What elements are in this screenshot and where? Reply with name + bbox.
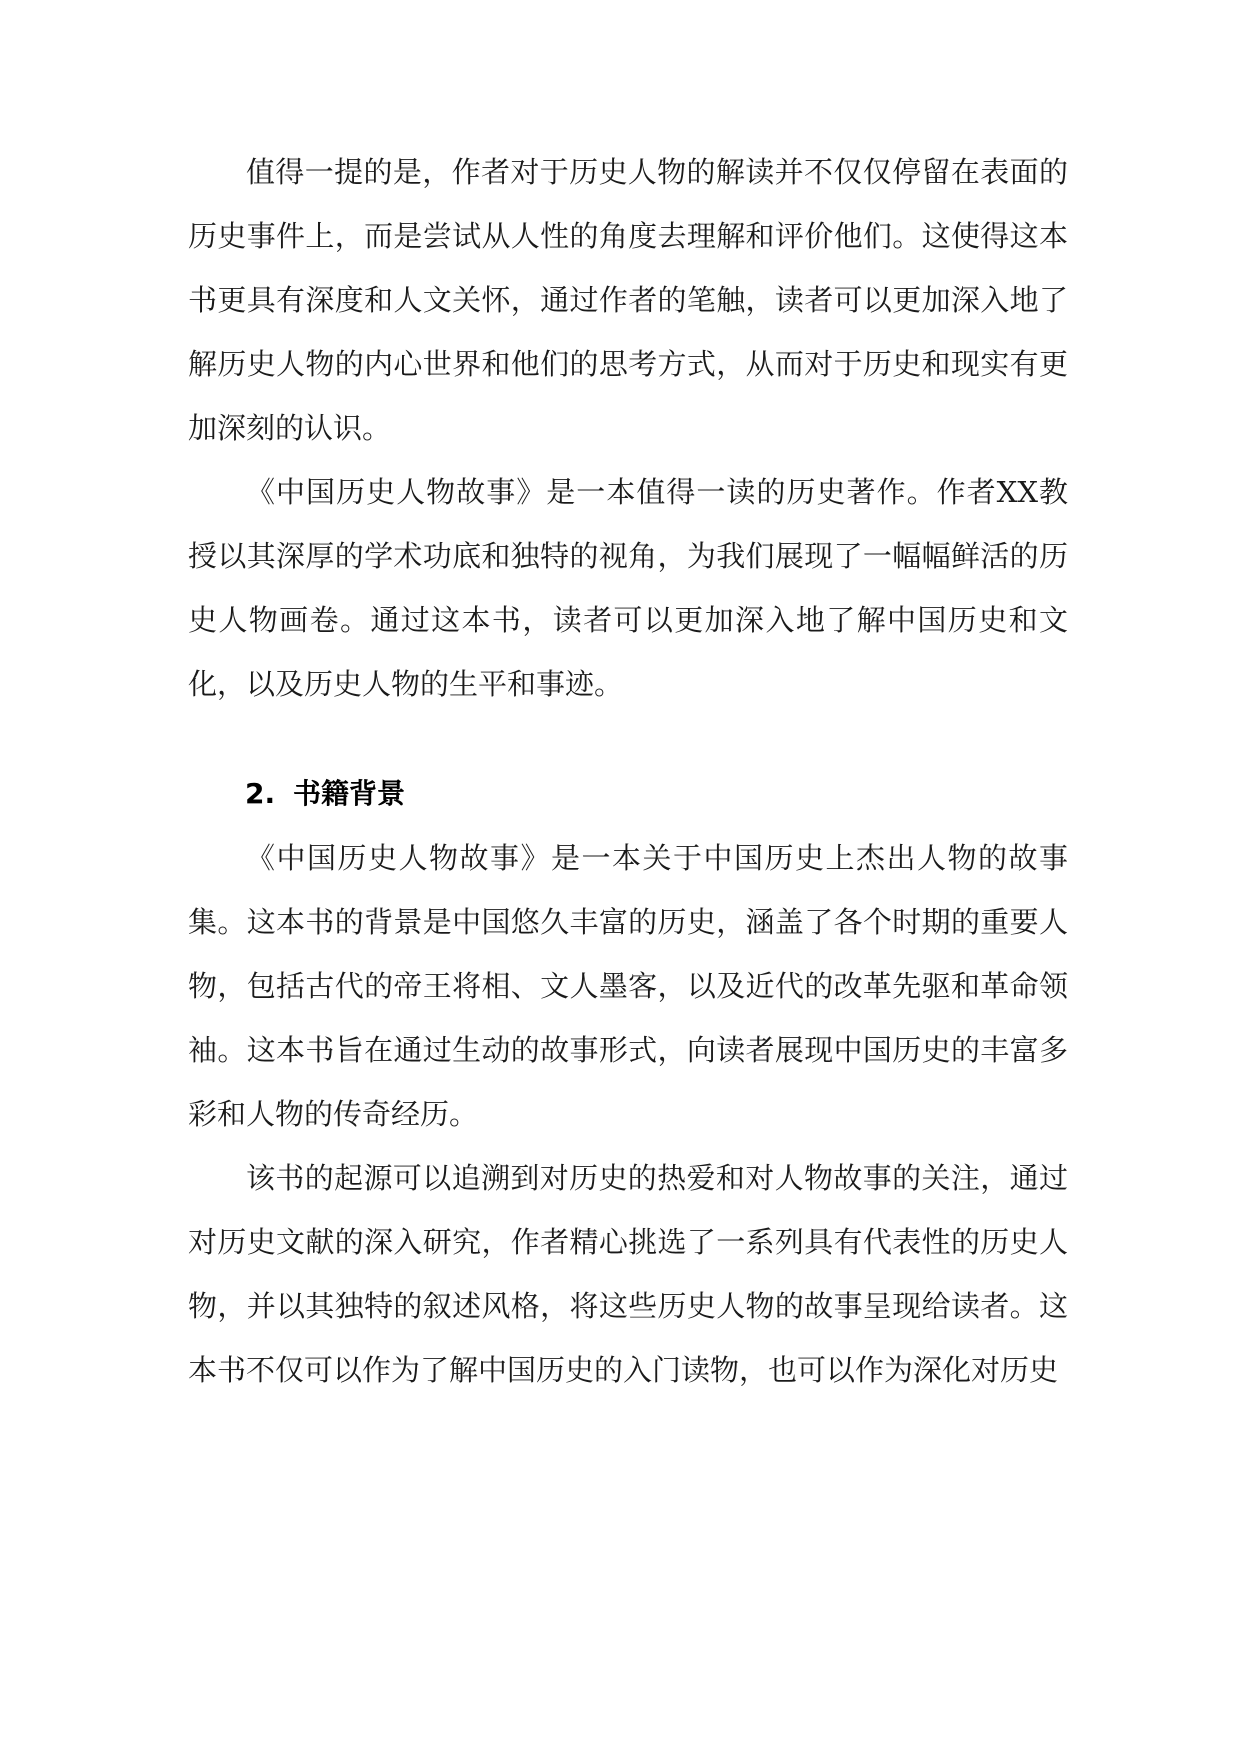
paragraph-author-interpretation: 值得一提的是，作者对于历史人物的解读并不仅仅停留在表面的历史事件上，而是尝试从人性的角度去理解和评价他们。这使得这本书更具有深度和人文关怀，通过作者的笔触，读者可以更加深入地了解历史人物的内心世界和他们的思考方式，从而对于历史和现实有更加深刻的认识。 (188, 155, 1068, 445)
document-body (188, 140, 1068, 1402)
paragraph-book-origin: 该书的起源可以追溯到对历史的热爱和对人物故事的关注，通过对历史文献的深入研究，作者精心挑选了一系列具有代表性的历史人物，并以其独特的叙述风格，将这些历史人物的故事呈现给读者。这本书不仅可以作为了解中国历史的入门读物，也可以作为深化对历史 (188, 1161, 1068, 1387)
section-heading (188, 762, 1068, 826)
paragraph-book-background: 《中国历史人物故事》是一本关于中国历史上杰出人物的故事集。这本书的背景是中国悠久丰富的历史，涵盖了各个时期的重要人物，包括古代的帝王将相、文人墨客，以及近代的改革先驱和革命领袖。这本书旨在通过生动的故事形式，向读者展现中国历史的丰富多彩和人物的传奇经历。 (188, 841, 1068, 1131)
section-title: 书籍背景 (293, 777, 406, 810)
section-number: 2. (245, 777, 276, 810)
paragraph-book-recommendation: 《中国历史人物故事》是一本值得一读的历史著作。作者XX教授以其深厚的学术功底和独特的视角，为我们展现了一幅幅鲜活的历史人物画卷。通过这本书，读者可以更加深入地了解中国历史和文化，以及历史人物的生平和事迹。 (188, 475, 1068, 701)
